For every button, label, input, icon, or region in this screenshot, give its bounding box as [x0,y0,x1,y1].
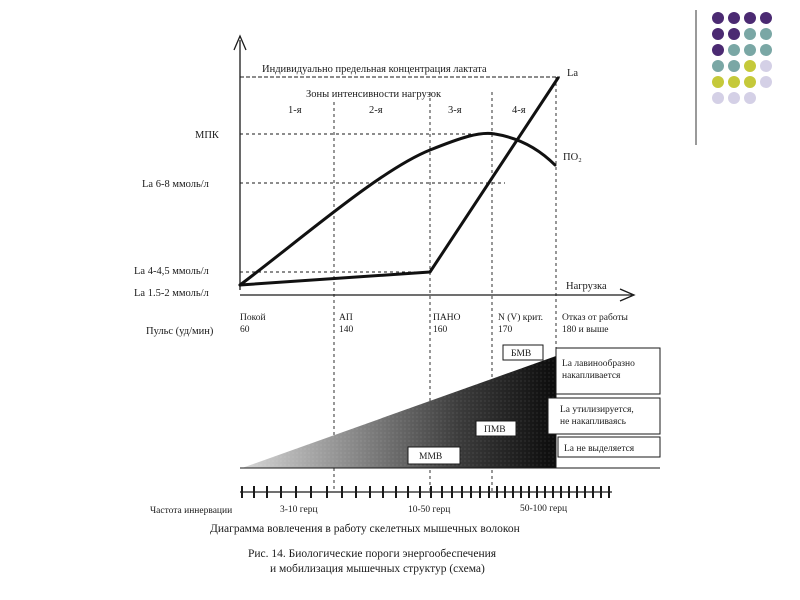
innervation-label: Частота иннервации [150,506,233,516]
lactate-limit-label: Индивидуально предельная концентрация лактата [262,64,487,75]
zones-title: Зоны интенсивности нагрузок [306,89,442,100]
wedge-texture [242,356,556,468]
la-utilized-line2: не накапливаясь [560,417,626,427]
freq-mid: 10-50 герц [408,505,451,515]
pulse-rest: 60 [240,325,250,335]
zone-1-label: 1-я [288,105,302,116]
pmv-label: ПМВ [484,425,506,435]
pulse-ap: 140 [339,325,354,335]
curve-po2-label: ПО₂ [563,152,582,163]
x-axis-label: Нагрузка [566,281,607,292]
pulse-crit: 170 [498,325,513,335]
la-accumulates-line1: La лавинообразно [562,359,635,369]
freq-low: 3-10 герц [280,505,318,515]
la-accumulates-line2: накапливается [562,371,621,381]
threshold-refusal: Отказ от работы [562,313,628,323]
caption-title: Диаграмма вовлечения в работу скелетных мышечных волокон [210,523,520,535]
threshold-rest: Покой [240,313,266,323]
y-label-la445: La 4-4,5 ммоль/л [134,266,209,277]
zone-2-label: 2-я [369,105,383,116]
y-label-la152: La 1.5-2 ммоль/л [134,288,209,299]
la-utilized-box [548,398,660,434]
threshold-ap: АП [339,313,353,323]
pulse-pano: 160 [433,325,448,335]
zone-3-label: 3-я [448,105,462,116]
freq-high: 50-100 герц [520,504,568,514]
caption-fig-line1: Рис. 14. Биологические пороги энергообеспечения [248,548,497,560]
la-utilized-line1: La утилизируется, [560,405,634,415]
threshold-crit: N (V) крит. [498,313,544,323]
curve-la-label: La [567,68,579,79]
la-not-released-label: La не выделяется [564,444,635,454]
threshold-pano: ПАНО [433,313,461,323]
pulse-refusal: 180 и выше [562,325,609,335]
bmv-label: БМВ [511,349,532,359]
y-label-mpk: МПК [195,130,219,141]
zone-4-label: 4-я [512,105,526,116]
y-label-la68: La 6-8 ммоль/л [142,179,209,190]
mmv-label: ММВ [419,452,443,462]
pulse-label: Пульс (уд/мин) [146,326,214,337]
caption-fig-line2: и мобилизация мышечных структур (схема) [270,563,485,575]
